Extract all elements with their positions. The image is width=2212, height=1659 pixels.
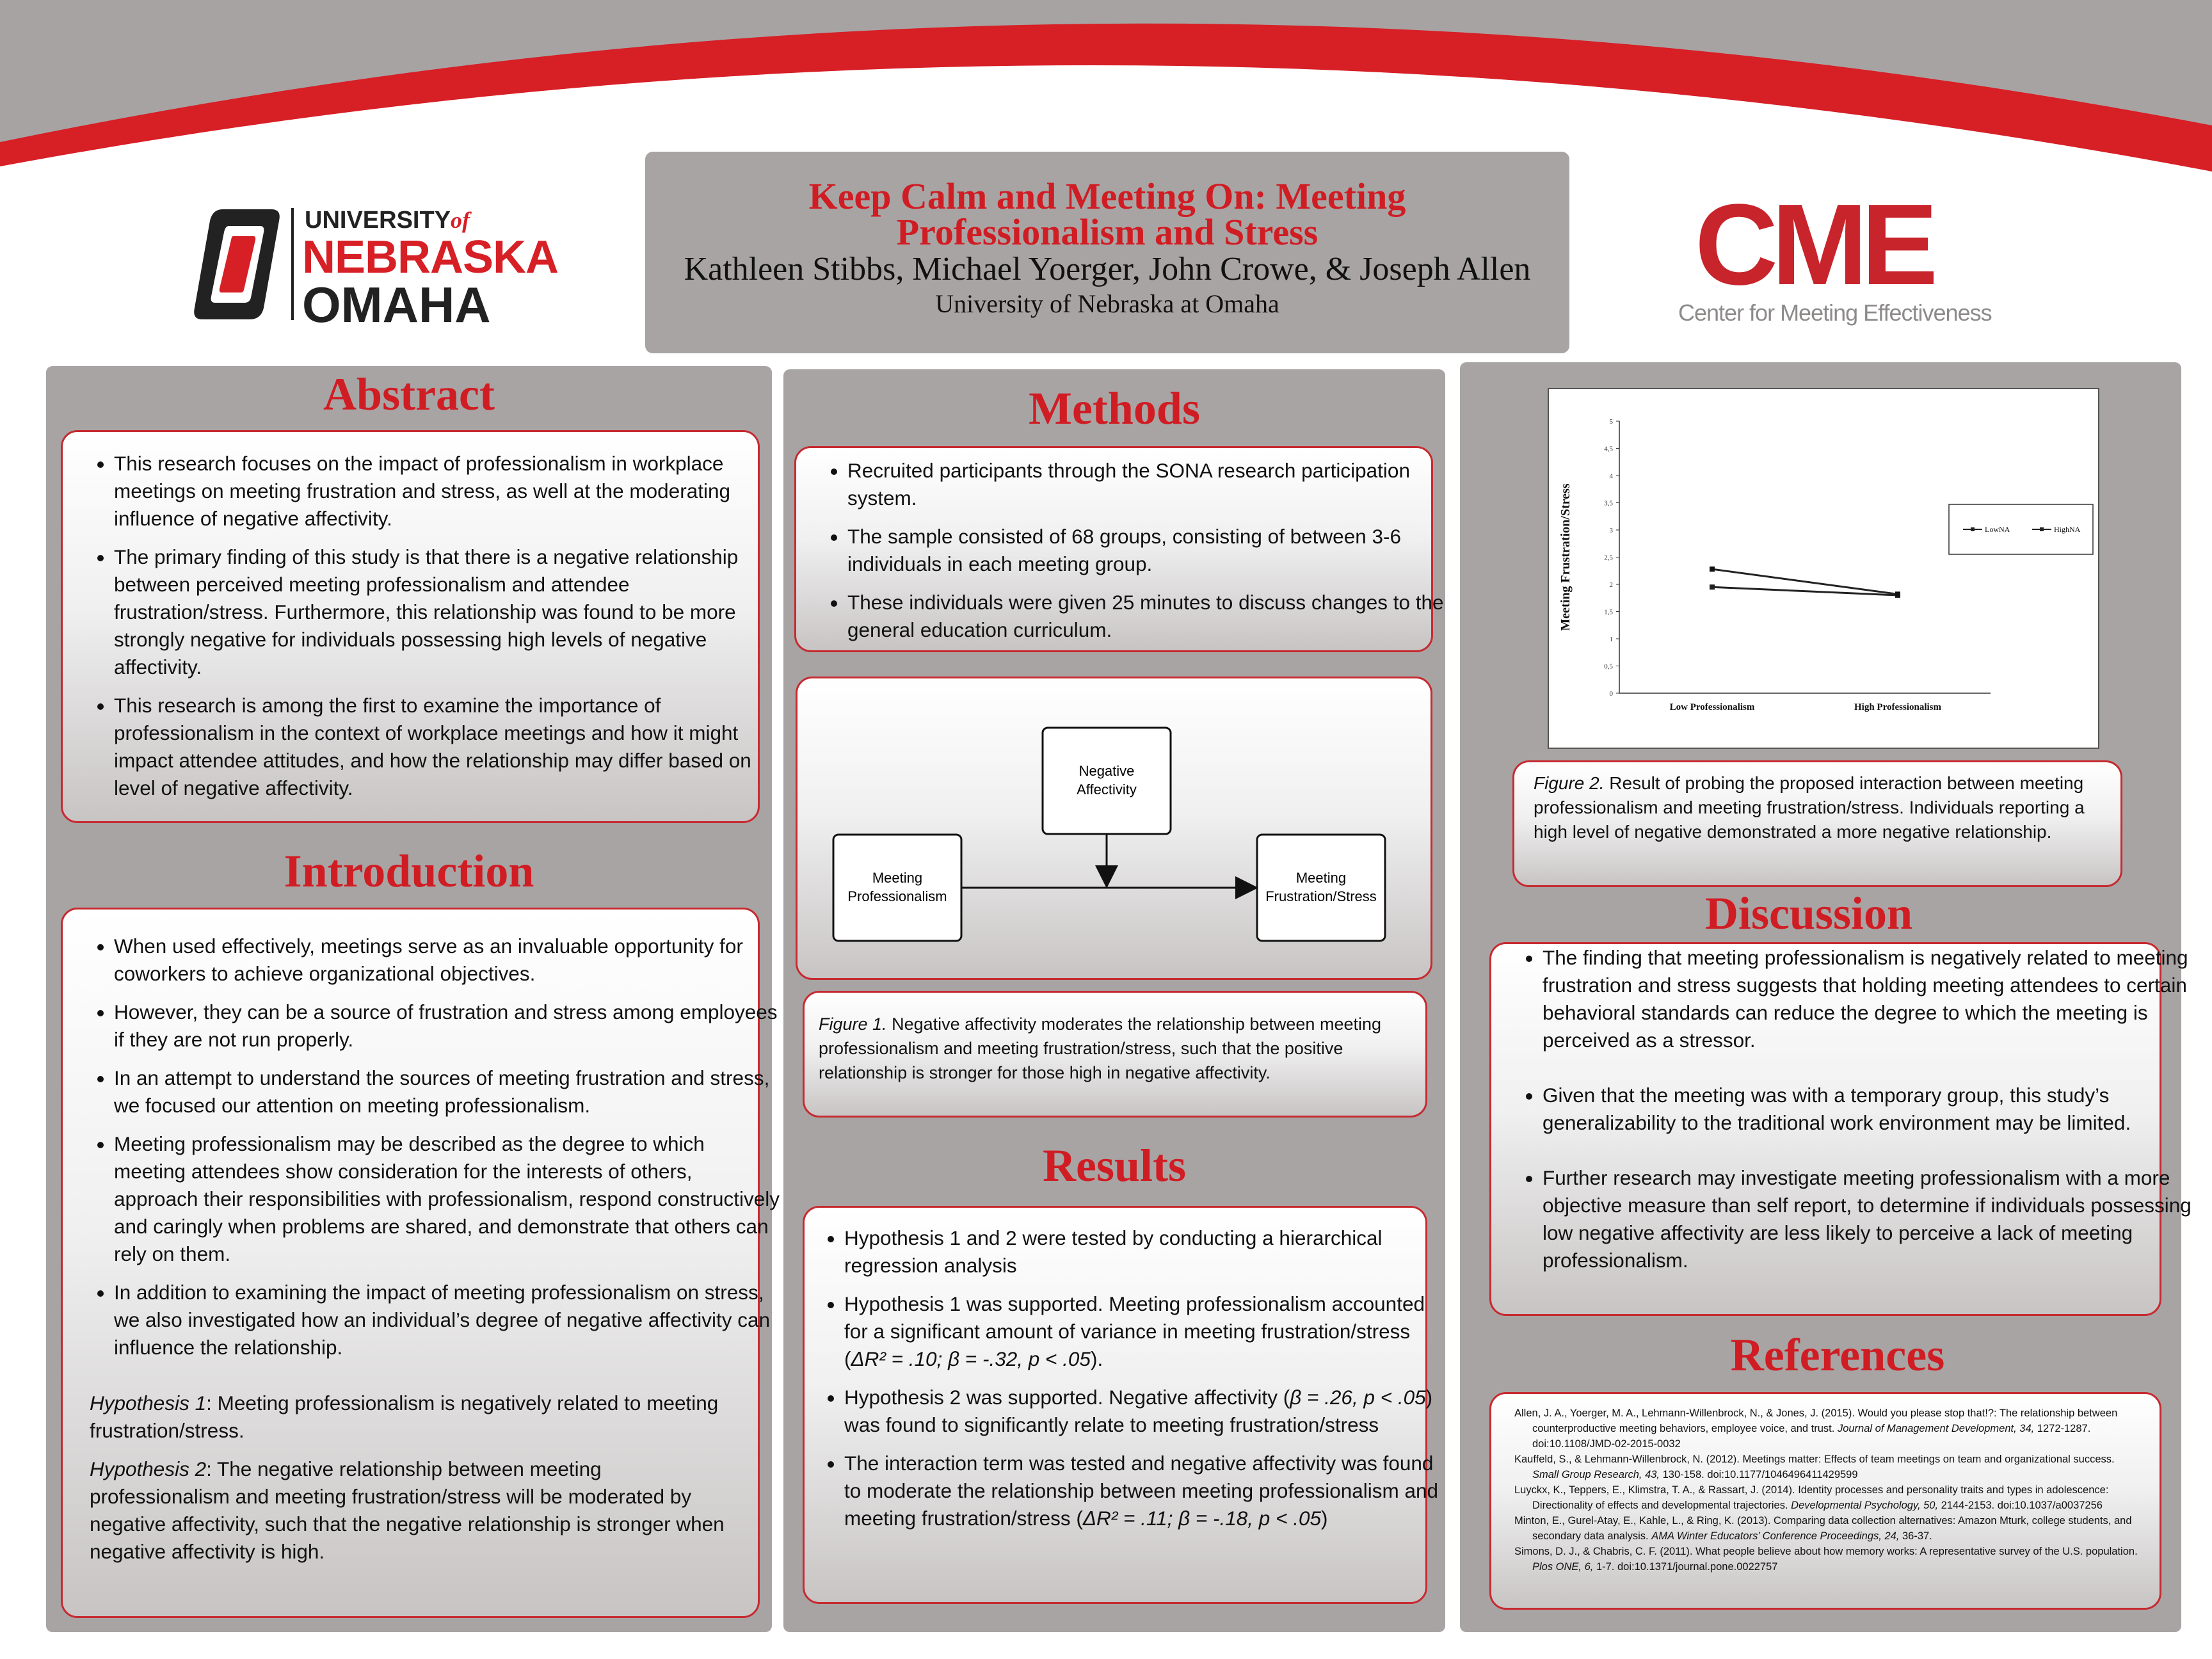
figure2-caption: Figure 2. Result of probing the proposed interaction between meeting professionalism and meeting frustration/stress. Individuals reporting a high level of negative demonstrated a more negative relationship. [1534, 773, 2085, 842]
y-tick-label: 3 [1609, 527, 1613, 534]
intro-item: • In an attempt to understand the sources of meeting frustration and stress, we focused our attention on meeting professionalism. [114, 1064, 780, 1119]
discussion-item: • Given that the meeting was with a temporary group, this study’s generalizability to the traditional work environment may be limited. [1543, 1082, 2195, 1137]
cme-letters: CME [1695, 180, 1932, 309]
reference-item: Luyckx, K., Teppers, E., Klimstra, T. A., & Rassart, J. (2014). Identity processes and personality traits and types in adolescence: Directionality of effects and developmental trajectories. Developmental Psychology, 50, 2144-2153. doi:10.1037/a0037256 [1514, 1484, 2109, 1511]
discussion-item: • Further research may investigate meeting professionalism with a more objective measure than self report, to determine if individuals possessing low negative affectivity are less likely to perceive a lack of meeting professionalism. [1543, 1164, 2195, 1274]
methods-box [794, 446, 1444, 652]
abstract-item: • This research focuses on the impact of professionalism in workplace meetings on meeting frustration and stress, as well at the moderating influence of negative affectivity. [114, 450, 760, 533]
y-tick-label: 2,5 [1604, 554, 1613, 562]
y-tick-label: 0,5 [1604, 662, 1613, 671]
hypothesis-1: Hypothesis 1: Meeting professionalism is negatively related to meeting frustration/stress. [90, 1391, 719, 1442]
results-item: • The interaction term was tested and negative affectivity was found to moderate the relationship between meeting professionalism and meeting frustration/stress (ΔR² = .11; β = -.18, p < .05) [844, 1450, 1452, 1532]
moderation-diagram [797, 678, 1434, 982]
abstract-list [63, 450, 760, 813]
diagram-box [796, 677, 1432, 980]
figure1-caption: Figure 1. Negative affectivity moderates the relationship between meeting professionalism and meeting frustration/stress, such that the positive relationship is stronger for those high in negative affectivity. [819, 1014, 1382, 1082]
cme-name: Center for Meeting Effectiveness [1678, 300, 1992, 326]
hypotheses [90, 1390, 736, 1576]
methods-item: • These individuals were given 25 minutes to discuss changes to the general education curriculum. [847, 589, 1462, 644]
intro-item: • When used effectively, meetings serve as an invaluable opportunity for coworkers to achieve organizational objectives. [114, 933, 780, 988]
figure2-label: Figure 2. [1534, 773, 1605, 793]
predictor-label-2: Professionalism [847, 888, 947, 904]
references-box [1489, 1392, 2161, 1610]
legend-marker [2040, 527, 2044, 531]
chart-frame [1548, 388, 2099, 749]
abstract-box [61, 430, 760, 823]
uno-divider [291, 208, 294, 320]
figure1-label: Figure 1. [819, 1014, 887, 1034]
cme-logo [1664, 180, 2023, 339]
y-tick-label: 0 [1609, 690, 1613, 698]
outcome-label-1: Meeting [1295, 870, 1347, 886]
references-list [1514, 1406, 2143, 1575]
intro-item: • However, they can be a source of frustration and stress among employees if they are not run properly. [114, 998, 780, 1054]
figure1-box [803, 991, 1427, 1118]
methods-heading: Methods [1029, 383, 1200, 434]
y-tick-label: 1 [1609, 636, 1613, 643]
series-point-highna [1710, 566, 1715, 572]
uno-nebraska: NEBRASKA [302, 232, 559, 283]
intro-item: • In addition to examining the impact of meeting professionalism on stress, we also investigated how an individual’s degree of negative affectivity can influence the relationship. [114, 1279, 780, 1361]
x-tick-label: Low Professionalism [1669, 702, 1755, 712]
results-list [805, 1224, 1452, 1543]
predictor-box [833, 835, 961, 941]
references-heading: References [1730, 1329, 1945, 1381]
methods-item: • Recruited participants through the SONA research participation system. [847, 457, 1462, 512]
reference-item: Minton, E., Gurel-Atay, E., Kahle, L., & Ring, K. (2013). Comparing data collection alternatives: Amazon Mturk, college students, and secondary data analysis. AMA Winter Educators’ Conference Proceedings, 24, 36-37. [1514, 1515, 2132, 1542]
hypothesis-2: Hypothesis 2: The negative relationship between meeting professionalism and meeting frustration/stress will be moderated by negative affectivity, such that the negative relationship is stronger when negative affectivity is high. [90, 1457, 725, 1563]
y-axis-label: Meeting Frustration/Stress [1559, 483, 1573, 631]
title-block [645, 152, 1569, 353]
uno-university: UNIVERSITYof [305, 207, 470, 234]
reference-item: Kauffeld, S., & Lehmann-Willenbrock, N. (2012). Meetings matter: Effects of team meetings on team and organizational success. Small Group Research, 43, 130-158. doi:10.1177/1046496411429599 [1514, 1454, 2115, 1480]
moderator-label-1: Negative [1078, 763, 1135, 779]
discussion-box [1489, 942, 2192, 1316]
uno-logo [192, 202, 559, 333]
methods-list [796, 457, 1462, 655]
uno-omaha: OMAHA [302, 276, 491, 333]
poster-title: Keep Calm and Meeting On: Meeting Professionalism and Stress [808, 175, 1406, 253]
moderator-box [1043, 728, 1171, 834]
discussion-item: • The finding that meeting professionalism is negatively related to meeting frustration and stress suggests that holding meeting attendees to certain behavioral standards can reduce the degree to which the meeting is perceived as a stressor. [1543, 944, 2195, 1054]
introduction-heading: Introduction [284, 846, 534, 897]
results-item: • Hypothesis 1 was supported. Meeting professionalism accounted for a significant amount of variance in meeting frustration/stress (ΔR² = .10; β = -.32, p < .05). [844, 1290, 1452, 1373]
legend-marker [1971, 527, 1975, 531]
intro-item: • Meeting professionalism may be described as the degree to which meeting attendees show consideration for the interests of others, approach their responsibilities with professionalism, respond constructively and caringly when problems are shared, and demonstrate that others can rely on them. [114, 1130, 780, 1268]
poster-authors: Kathleen Stibbs, Michael Yoerger, John Crowe, & Joseph Allen [684, 251, 1531, 287]
y-tick-label: 2 [1609, 581, 1613, 589]
y-tick-label: 4,5 [1604, 445, 1613, 453]
discussion-list [1491, 944, 2195, 1285]
interaction-chart [1549, 389, 2098, 748]
outcome-label-2: Frustration/Stress [1265, 888, 1377, 904]
series-point-lowna [1710, 584, 1715, 589]
y-tick-label: 5 [1609, 418, 1613, 426]
results-item: • Hypothesis 2 was supported. Negative affectivity (β = .26, p < .05) was found to significantly relate to meeting frustration/stress [844, 1384, 1452, 1439]
abstract-heading: Abstract [323, 369, 495, 420]
abstract-item: • This research is among the first to examine the importance of professionalism in the context of workplace meetings and how it might impact attendee attitudes, and how the relationship may differ based on level of negative affectivity. [114, 692, 760, 802]
poster-affiliation: University of Nebraska at Omaha [935, 289, 1279, 318]
introduction-box [61, 908, 780, 1618]
figure2-box [1512, 760, 2122, 887]
moderator-label-2: Affectivity [1077, 781, 1137, 797]
results-box [803, 1206, 1439, 1604]
outcome-box [1257, 835, 1385, 941]
abstract-item: • The primary finding of this study is that there is a negative relationship between perceived meeting professionalism and attendee frustration/stress. Furthermore, this relationship was found to be more strongly negative for individuals possessing high levels of negative affectivity. [114, 543, 760, 681]
methods-item: • The sample consisted of 68 groups, consisting of between 3-6 individuals in each meeting group. [847, 523, 1462, 578]
x-tick-label: High Professionalism [1854, 702, 1941, 712]
predictor-label-1: Meeting [872, 870, 923, 886]
series-point-highna [1895, 591, 1900, 597]
uno-o-mark [192, 207, 282, 322]
introduction-list [63, 933, 780, 1372]
results-item: • Hypothesis 1 and 2 were tested by conducting a hierarchical regression analysis [844, 1224, 1452, 1279]
legend-label: HighNA [2054, 525, 2081, 534]
y-tick-label: 1,5 [1604, 608, 1613, 616]
y-tick-label: 4 [1609, 472, 1613, 480]
reference-item: Allen, J. A., Yoerger, M. A., Lehmann-Willenbrock, N., & Jones, J. (2015). Would you please stop that!?: The relationship between counterproductive meeting behaviors, employee voice, and trust. Journal of Management Development, 34, 1272-1287. doi:10.1108/JMD-02-2015-0032 [1514, 1407, 2118, 1450]
discussion-heading: Discussion [1704, 888, 1913, 939]
reference-item: Simons, D. J., & Chabris, C. F. (2011). What people believe about how memory works: A representative survey of the U.S. population. Plos ONE, 6, 1-7. doi:10.1371/journal.pone.0022757 [1514, 1546, 2138, 1573]
legend-label: LowNA [1985, 525, 2010, 534]
results-heading: Results [1042, 1140, 1186, 1191]
y-tick-label: 3,5 [1604, 499, 1613, 508]
